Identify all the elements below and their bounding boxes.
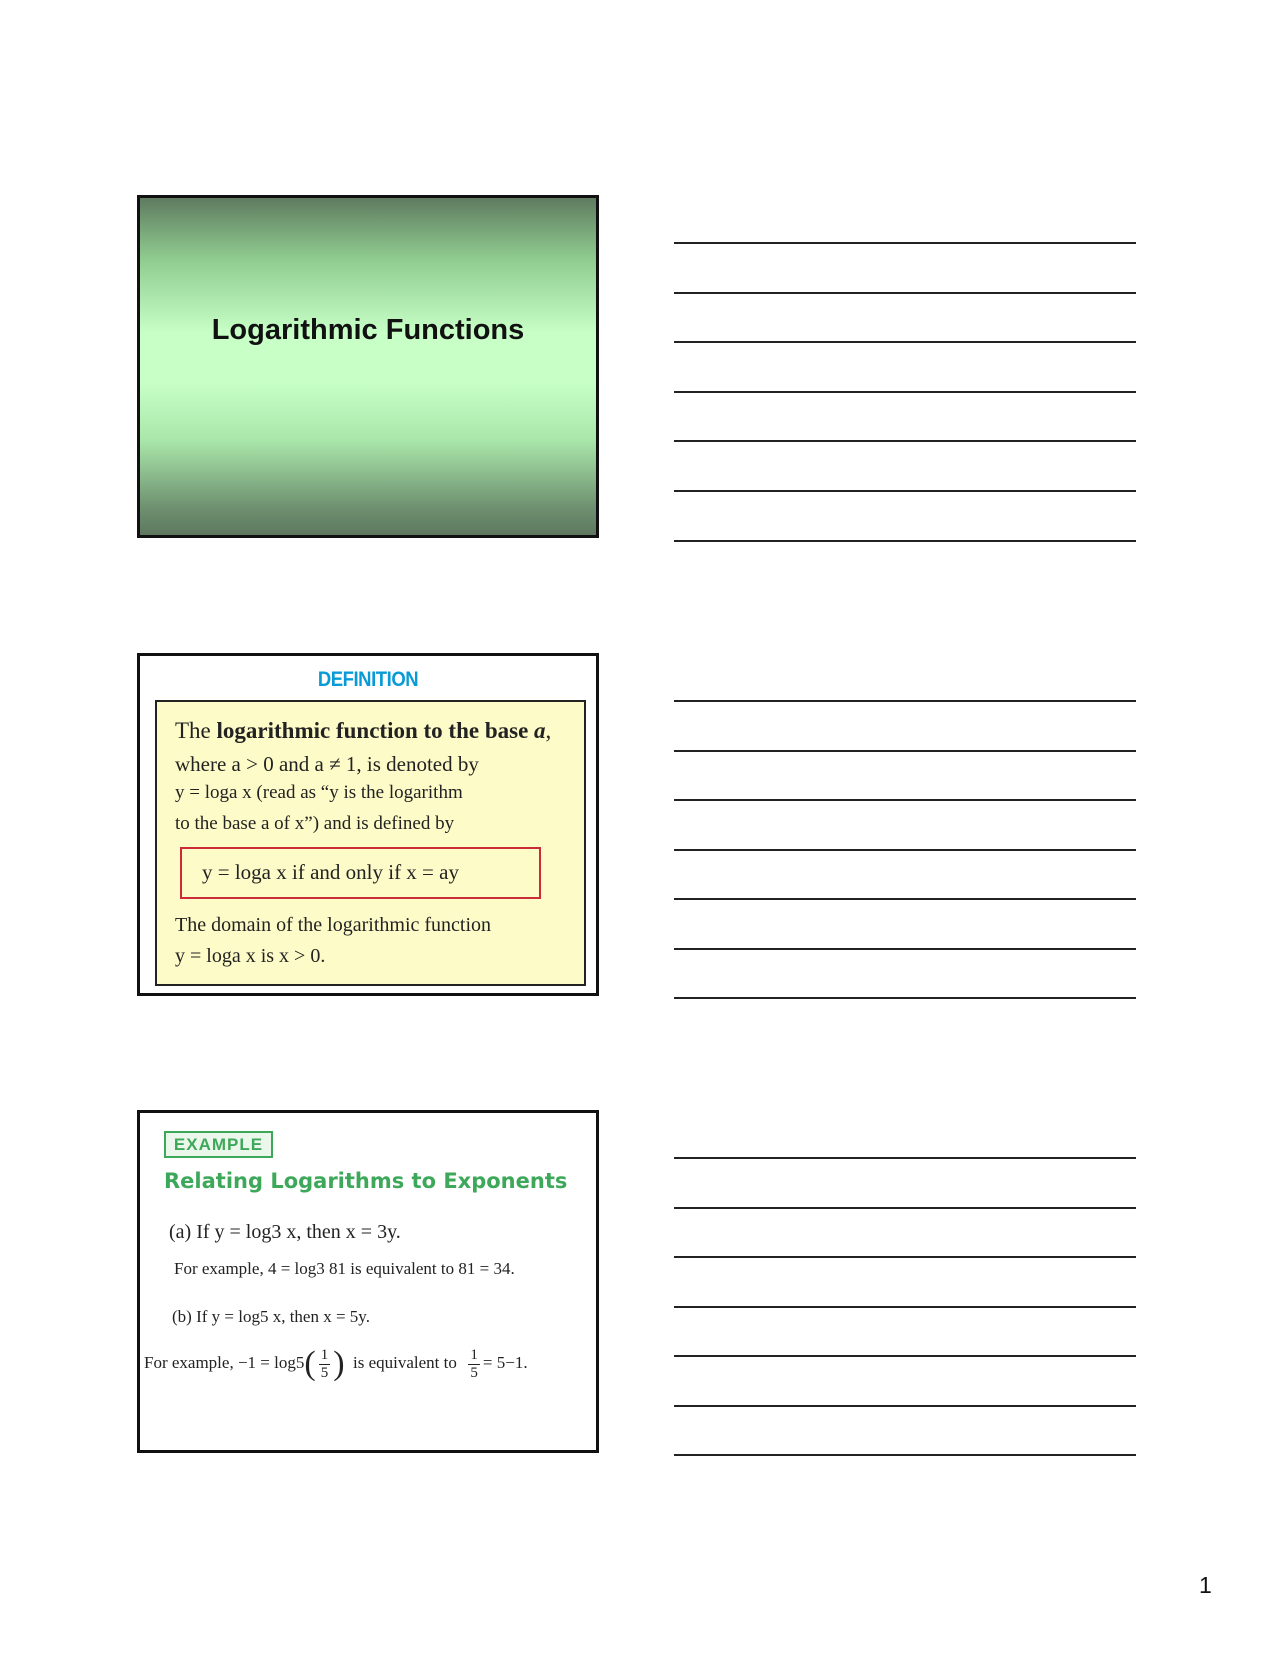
note-line[interactable] [674, 1207, 1136, 1209]
definition-formula-box [180, 847, 541, 899]
note-line[interactable] [674, 341, 1136, 343]
note-line[interactable] [674, 948, 1136, 950]
slide-title: Logarithmic Functions [211, 314, 525, 346]
note-line[interactable] [674, 1157, 1136, 1159]
definition-line-2: where a > 0 and a ≠ 1, is denoted by [175, 752, 479, 776]
note-line[interactable] [674, 391, 1136, 393]
example-part-a-detail: For example, 4 = log3 81 is equivalent to 81 = 34. [174, 1259, 515, 1278]
fraction-one-fifth-b: $\frac{1}{5}$ [470, 1346, 478, 1381]
example-part-b: (b) If y = log5 x, then x = 5y. [172, 1307, 370, 1326]
note-line[interactable] [674, 898, 1136, 900]
page-number: 1 [1199, 1572, 1212, 1598]
definition-line-4: to the base a of x”) and is defined by [175, 813, 455, 834]
note-line[interactable] [674, 1454, 1136, 1456]
example-badge: EXAMPLE [164, 1131, 273, 1158]
note-line[interactable] [674, 540, 1136, 542]
note-line[interactable] [674, 700, 1136, 702]
note-line[interactable] [674, 1306, 1136, 1308]
definition-heading: DEFINITION [317, 668, 419, 691]
domain-line-2: y = loga x is x > 0. [175, 945, 326, 967]
example-title: Relating Logarithms to Exponents [164, 1169, 568, 1193]
definition-line-1: The logarithmic function to the base a, [175, 718, 552, 743]
note-line[interactable] [674, 242, 1136, 244]
note-line[interactable] [674, 849, 1136, 851]
definition-box [155, 700, 586, 986]
title-slide [137, 195, 599, 538]
note-line[interactable] [674, 292, 1136, 294]
example-part-a: (a) If y = log3 x, then x = 3y. [169, 1221, 401, 1243]
note-line[interactable] [674, 997, 1136, 999]
domain-line-1: The domain of the logarithmic function [175, 914, 492, 936]
note-line[interactable] [674, 1256, 1136, 1258]
note-line[interactable] [674, 1405, 1136, 1407]
definition-formula: y = loga x if and only if x = ay [202, 860, 459, 884]
note-line[interactable] [674, 799, 1136, 801]
note-line[interactable] [674, 490, 1136, 492]
note-line[interactable] [674, 750, 1136, 752]
note-line[interactable] [674, 1355, 1136, 1357]
note-line[interactable] [674, 440, 1136, 442]
definition-slide [137, 653, 599, 996]
example-part-b-detail: For example, −1 = log5( $\frac{1}{5}$ ) is equivalent to $\frac{1}{5}$ = 5−1. [144, 1345, 528, 1382]
fraction-one-fifth-a: $\frac{1}{5}$ [320, 1346, 329, 1381]
definition-line-3: y = loga x (read as “y is the logarithm [175, 782, 463, 803]
example-slide [137, 1110, 599, 1453]
